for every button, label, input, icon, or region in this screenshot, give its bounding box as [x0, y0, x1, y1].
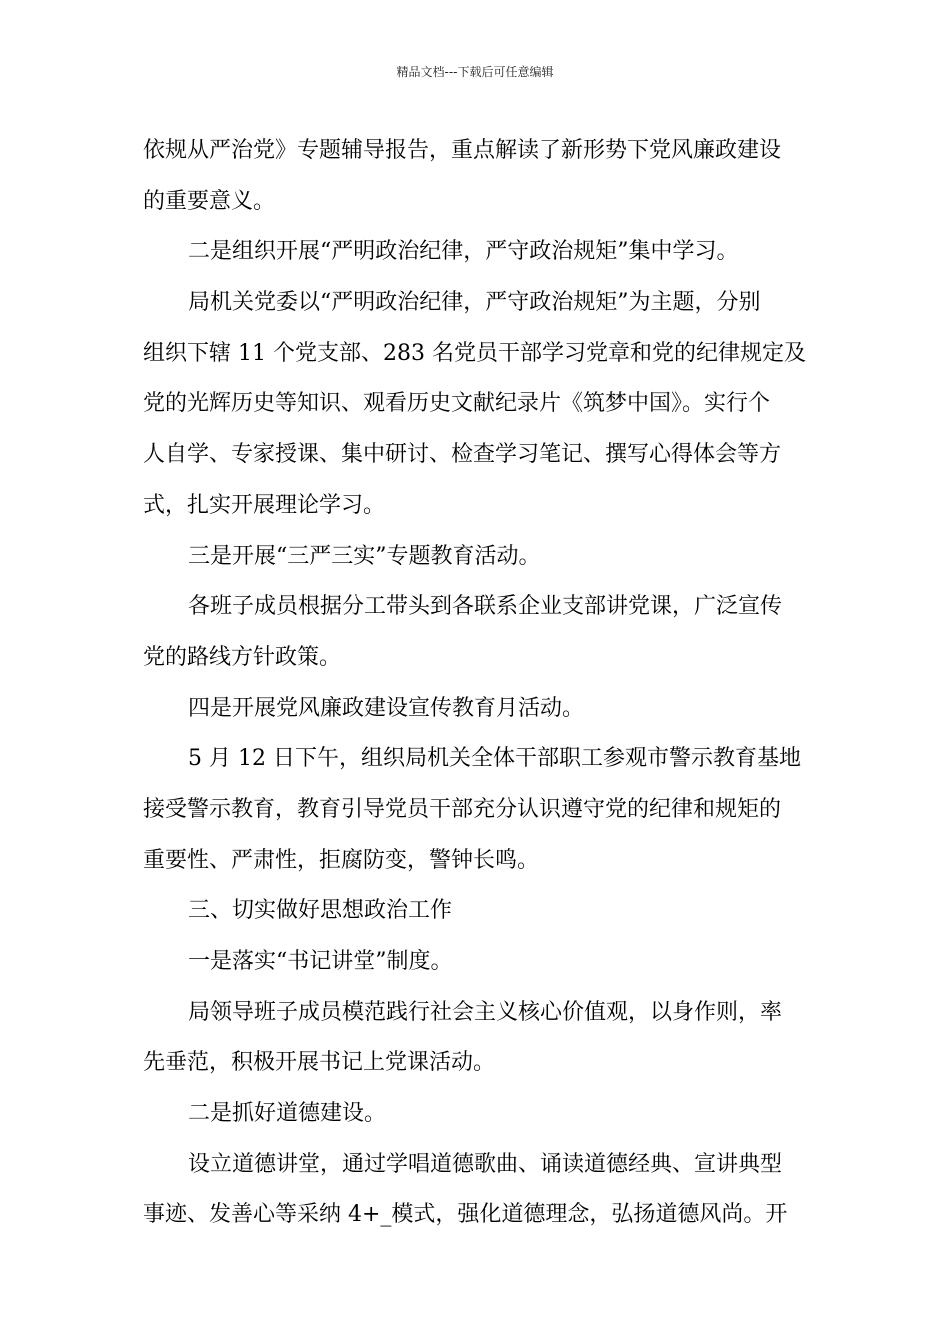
text-line: 党的路线方针政策。: [143, 644, 342, 670]
text-line: 三是开展“三严三实”专题教育活动。: [188, 543, 541, 569]
document-body: [143, 126, 811, 1241]
text-line: 式，扎实开展理论学习。: [143, 492, 386, 518]
text-line: 局领导班子成员模范践行社会主义核心价值观，以身作则，率: [188, 999, 783, 1025]
page-header: 精品文档---下载后可任意编辑: [396, 65, 554, 79]
text-line: 事迹、发善心等采纳 4+_模式，强化道德理念，弘扬道德风尚。开: [143, 1202, 788, 1228]
text-line: 设立道德讲堂，通过学唱道德歌曲、诵读道德经典、宣讲典型: [188, 1151, 783, 1177]
text-line: 四是开展党风廉政建设宣传教育月活动。: [188, 695, 585, 721]
text-line: 5 月 12 日下午，组织局机关全体干部职工参观市警示教育基地: [188, 746, 801, 772]
text-line: 二是组织开展“严明政治纪律，严守政治规矩”集中学习。: [188, 239, 739, 265]
text-line: 先垂范，积极开展书记上党课活动。: [143, 1050, 496, 1076]
text-line: 各班子成员根据分工带头到各联系企业支部讲党课，广泛宣传: [188, 594, 783, 620]
text-line: 二是抓好道德建设。: [188, 1101, 387, 1127]
text-line: 接受警示教育，教育引导党员干部充分认识遵守党的纪律和规矩的: [143, 796, 782, 822]
section-heading: 三、切实做好思想政治工作: [188, 898, 453, 924]
text-line: 重要性、严肃性，拒腐防变，警钟长鸣。: [143, 847, 540, 873]
text-line: 组织下辖 11 个党支部、283 名党员干部学习党章和党的纪律规定及: [143, 340, 806, 366]
text-line: 的重要意义。: [143, 188, 276, 214]
text-line: 一是落实“书记讲堂”制度。: [188, 949, 453, 974]
text-line: 局机关党委以“严明政治纪律，严守政治规矩”为主题，分别: [188, 290, 761, 316]
text-line: 人自学、专家授课、集中研讨、检查学习笔记、撰写心得体会等方: [143, 442, 782, 468]
text-line: 党的光辉历史等知识、观看历史文献纪录片《筑梦中国》。实行个: [143, 391, 771, 417]
text-line: 依规从严治党》专题辅导报告，重点解读了新形势下党风廉政建设: [143, 138, 782, 163]
